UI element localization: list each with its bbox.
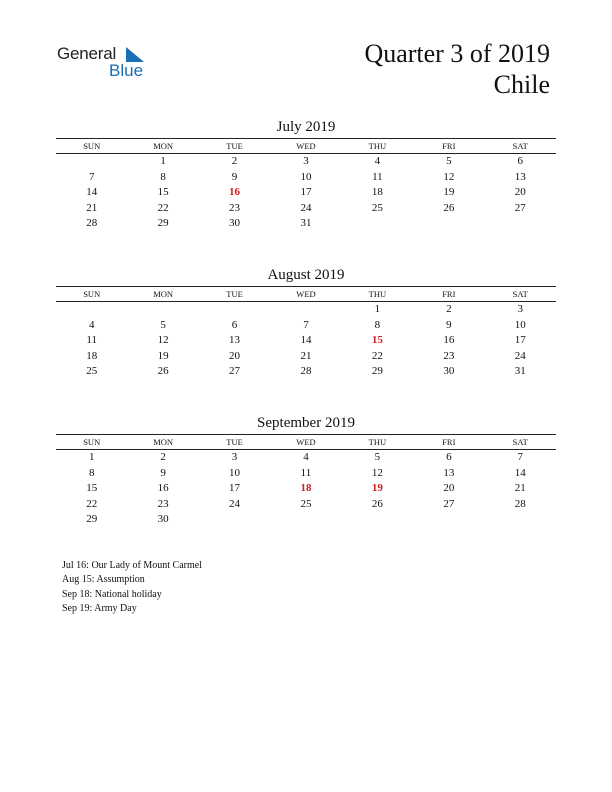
holiday-note: Jul 16: Our Lady of Mount Carmel bbox=[62, 560, 202, 571]
month-grid bbox=[56, 138, 556, 232]
day-cell: 5 bbox=[374, 451, 381, 463]
month-grid bbox=[56, 434, 556, 528]
weekday-header: MON bbox=[153, 437, 174, 447]
week-row bbox=[56, 466, 556, 482]
day-cell: 1 bbox=[88, 451, 95, 463]
day-cell: 15 bbox=[86, 482, 98, 495]
day-cell: 23 bbox=[157, 497, 169, 510]
day-cell bbox=[485, 216, 556, 232]
weekday-header: WED bbox=[296, 289, 316, 299]
day-cell: 14 bbox=[300, 334, 312, 347]
weekday-header-row bbox=[56, 139, 556, 154]
day-cell: 18 bbox=[86, 349, 98, 362]
day-cell: 31 bbox=[300, 217, 312, 230]
day-cell: 28 bbox=[514, 497, 526, 510]
day-cell: 9 bbox=[160, 466, 166, 479]
day-cell bbox=[413, 512, 484, 528]
day-cell: 23 bbox=[443, 349, 455, 362]
day-cell: 8 bbox=[160, 170, 166, 183]
day-cell: 26 bbox=[443, 201, 455, 214]
weekday-header: SUN bbox=[83, 141, 101, 151]
day-cell: 18 bbox=[371, 186, 383, 199]
logo-general-text: General bbox=[57, 44, 117, 63]
day-cell: 28 bbox=[86, 217, 98, 230]
holiday-note: Aug 15: Assumption bbox=[62, 574, 145, 586]
day-cell: 11 bbox=[300, 466, 312, 479]
logo-blue-text: Blue bbox=[109, 61, 144, 80]
day-cell bbox=[485, 512, 556, 528]
week-row bbox=[56, 302, 556, 318]
day-cell: 16 bbox=[157, 482, 169, 495]
month-title: September 2019 bbox=[257, 415, 355, 431]
day-cell bbox=[342, 512, 413, 528]
weekday-header-row bbox=[56, 287, 556, 302]
weekday-header: TUE bbox=[226, 289, 243, 299]
day-cell bbox=[413, 216, 484, 232]
day-cell: 25 bbox=[300, 497, 312, 510]
week-row bbox=[56, 481, 556, 497]
weekday-header: THU bbox=[368, 437, 387, 447]
day-cell: 7 bbox=[517, 451, 523, 463]
weekday-header: SAT bbox=[512, 141, 528, 151]
day-cell: 21 bbox=[300, 349, 312, 362]
day-cell: 29 bbox=[86, 513, 98, 526]
day-cell: 10 bbox=[229, 466, 241, 479]
weekday-header: THU bbox=[368, 289, 387, 299]
day-cell: 22 bbox=[86, 497, 98, 510]
day-cell: 6 bbox=[517, 155, 523, 167]
day-cell: 10 bbox=[514, 318, 526, 331]
weekday-header: WED bbox=[296, 437, 316, 447]
day-cell: 20 bbox=[443, 482, 455, 495]
holiday-note: Sep 19: Army Day bbox=[62, 602, 137, 614]
holiday-note: Sep 18: National holiday bbox=[62, 588, 162, 600]
day-cell: 27 bbox=[514, 201, 526, 214]
day-cell: 15 bbox=[157, 186, 169, 199]
day-cell: 21 bbox=[514, 482, 526, 495]
day-cell: 20 bbox=[229, 349, 241, 362]
week-row bbox=[56, 333, 556, 349]
day-cell: 12 bbox=[371, 466, 383, 479]
day-cell: 24 bbox=[300, 201, 312, 214]
day-cell: 22 bbox=[371, 349, 383, 362]
day-cell: 7 bbox=[303, 318, 309, 331]
day-cell: 7 bbox=[88, 170, 95, 183]
week-row bbox=[56, 450, 556, 466]
day-cell: 6 bbox=[231, 318, 238, 331]
day-cell: 13 bbox=[443, 466, 455, 479]
weekday-header: FRI bbox=[442, 437, 456, 447]
weekday-header: SUN bbox=[83, 289, 101, 299]
week-row bbox=[56, 512, 556, 528]
day-cell: 26 bbox=[371, 497, 383, 510]
day-cell: 5 bbox=[160, 318, 166, 331]
day-cell: 12 bbox=[157, 334, 169, 347]
day-cell: 24 bbox=[229, 497, 241, 510]
month-september bbox=[56, 414, 556, 528]
day-cell: 13 bbox=[229, 334, 241, 347]
day-cell: 9 bbox=[446, 318, 452, 331]
day-cell: 27 bbox=[443, 497, 455, 510]
quarter-title: Quarter 3 of 2019 bbox=[364, 39, 550, 68]
holiday-day-cell: 19 bbox=[371, 482, 383, 495]
day-cell: 13 bbox=[514, 170, 526, 183]
day-cell: 19 bbox=[157, 349, 169, 362]
day-cell: 31 bbox=[514, 365, 526, 378]
holiday-day-cell: 15 bbox=[371, 334, 383, 347]
day-cell: 12 bbox=[443, 170, 455, 183]
day-cell: 14 bbox=[514, 466, 526, 479]
weekday-header-row bbox=[56, 435, 556, 450]
day-cell: 30 bbox=[157, 513, 169, 526]
month-august bbox=[56, 266, 556, 380]
day-cell: 14 bbox=[86, 186, 98, 199]
week-row bbox=[56, 349, 556, 365]
month-july bbox=[56, 118, 556, 232]
month-title: August 2019 bbox=[267, 267, 345, 283]
day-cell: 30 bbox=[443, 365, 455, 378]
week-row bbox=[56, 170, 556, 186]
weekday-header: THU bbox=[368, 141, 387, 151]
day-cell: 2 bbox=[160, 451, 166, 463]
weekday-header: FRI bbox=[442, 289, 456, 299]
week-row bbox=[56, 216, 556, 232]
day-cell: 16 bbox=[443, 334, 455, 347]
day-cell: 8 bbox=[374, 318, 381, 331]
day-cell: 1 bbox=[160, 155, 166, 167]
country-title: Chile bbox=[493, 70, 550, 99]
page-title bbox=[364, 38, 550, 100]
day-cell bbox=[342, 216, 413, 232]
day-cell: 28 bbox=[300, 365, 312, 378]
week-row bbox=[56, 497, 556, 513]
weekday-header: WED bbox=[296, 141, 316, 151]
day-cell: 10 bbox=[300, 170, 312, 183]
day-cell: 6 bbox=[446, 451, 452, 463]
weekday-header: MON bbox=[153, 141, 174, 151]
day-cell bbox=[56, 154, 127, 170]
day-cell: 1 bbox=[374, 303, 381, 315]
day-cell bbox=[199, 302, 270, 318]
month-title: July 2019 bbox=[276, 119, 336, 135]
day-cell: 27 bbox=[229, 365, 241, 378]
day-cell: 17 bbox=[300, 186, 312, 199]
day-cell: 25 bbox=[371, 201, 383, 214]
day-cell: 2 bbox=[231, 155, 238, 167]
day-cell: 9 bbox=[231, 170, 238, 183]
weekday-header: FRI bbox=[442, 141, 456, 151]
week-row bbox=[56, 185, 556, 201]
weekday-header: TUE bbox=[226, 437, 243, 447]
holiday-day-cell: 16 bbox=[229, 186, 241, 199]
day-cell bbox=[270, 512, 341, 528]
day-cell: 17 bbox=[514, 334, 526, 347]
weekday-header: SAT bbox=[512, 437, 528, 447]
day-cell: 29 bbox=[157, 217, 169, 230]
day-cell bbox=[127, 302, 198, 318]
weekday-header: TUE bbox=[226, 141, 243, 151]
week-row bbox=[56, 201, 556, 217]
weekday-header: MON bbox=[153, 289, 174, 299]
day-cell: 19 bbox=[443, 186, 455, 199]
day-cell: 17 bbox=[229, 482, 241, 495]
day-cell bbox=[56, 302, 127, 318]
day-cell bbox=[270, 302, 341, 318]
week-row bbox=[56, 154, 556, 170]
day-cell bbox=[199, 512, 270, 528]
day-cell: 20 bbox=[514, 186, 526, 199]
week-row bbox=[56, 318, 556, 334]
day-cell: 2 bbox=[446, 303, 452, 315]
generalblue-logo bbox=[57, 44, 157, 80]
day-cell: 3 bbox=[517, 303, 523, 315]
day-cell: 3 bbox=[303, 155, 309, 167]
month-grid bbox=[56, 286, 556, 380]
day-cell: 26 bbox=[157, 365, 169, 378]
day-cell: 29 bbox=[371, 365, 383, 378]
day-cell: 3 bbox=[231, 451, 238, 463]
day-cell: 21 bbox=[86, 201, 98, 214]
weekday-header: SAT bbox=[512, 289, 528, 299]
day-cell: 23 bbox=[229, 201, 241, 214]
day-cell: 4 bbox=[374, 155, 381, 167]
day-cell: 11 bbox=[86, 334, 97, 347]
day-cell: 24 bbox=[514, 349, 526, 362]
day-cell: 8 bbox=[88, 466, 95, 479]
day-cell: 4 bbox=[303, 451, 309, 463]
day-cell: 4 bbox=[88, 318, 95, 331]
day-cell: 11 bbox=[372, 170, 383, 183]
day-cell: 25 bbox=[86, 365, 98, 378]
holiday-notes bbox=[62, 559, 202, 616]
day-cell: 5 bbox=[446, 155, 452, 167]
day-cell: 30 bbox=[229, 217, 241, 230]
weekday-header: SUN bbox=[83, 437, 101, 447]
holiday-day-cell: 18 bbox=[300, 482, 312, 495]
day-cell: 22 bbox=[157, 201, 169, 214]
week-row bbox=[56, 364, 556, 380]
